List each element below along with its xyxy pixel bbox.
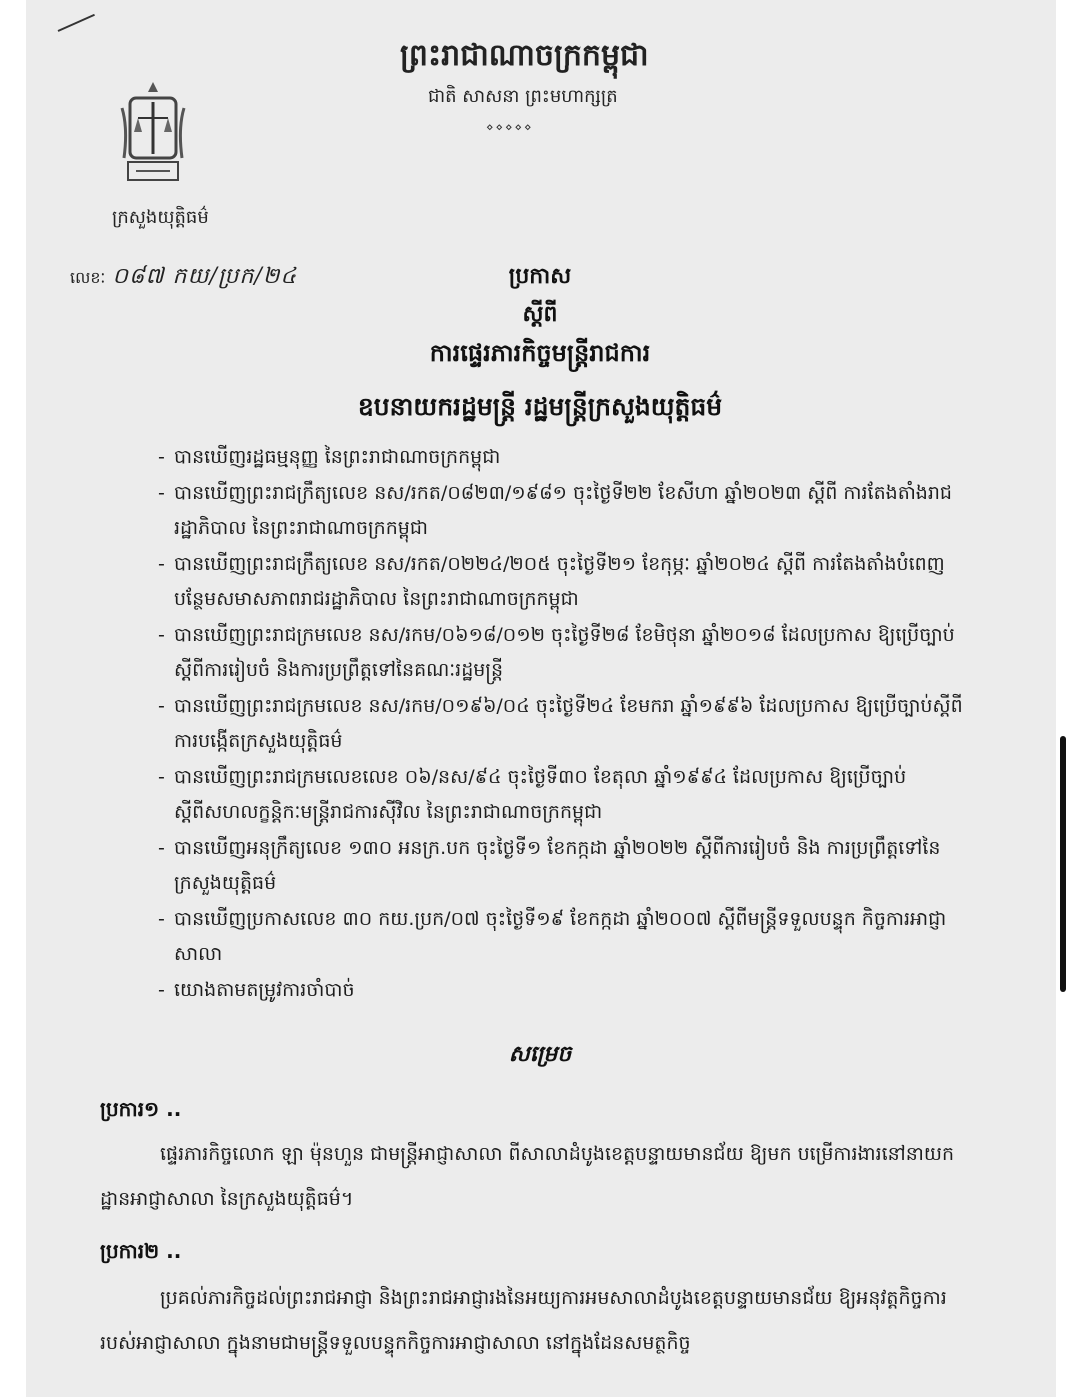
- clause-item: - បានឃើញព្រះរាជក្រមលេខលេខ ០៦/នស/៩៤ ចុះថ្ងៃទី៣០ ខែតុលា ឆ្នាំ១៩៩៤ ដែលប្រកាស ឱ្យប្រើច្បាប់ស្តីពីសហលក្ខន្តិកៈមន្ត្រីរាជការស៊ីវិល នៃព្រះរាជាណាចក្រកម្ពុជា: [158, 765, 907, 823]
- document-issuer: ឧបនាយករដ្ឋមន្ត្រី រដ្ឋមន្ត្រីក្រសួងយុត្តិធម៌: [357, 392, 723, 421]
- decision-heading: សម្រេច: [508, 1042, 572, 1067]
- clause-item: - បានឃើញព្រះរាជក្រមលេខ នស/រកម/០៦១៨/០១២ ចុះថ្ងៃទី២៨ ខែមិថុនា ឆ្នាំ២០១៨ ដែលប្រកាស ឱ្យប្រើច្បាប់ស្តីពីការរៀបចំ និងការប្រព្រឹត្តទៅនៃគណៈរដ្ឋមន្ត្រី: [158, 623, 955, 681]
- reference-label: លេខៈ: [70, 268, 106, 287]
- header-ornament: ⋄⋄⋄⋄⋄: [486, 120, 534, 134]
- document-type: ប្រកាស: [508, 264, 572, 289]
- article-1-label: ប្រការ១ ..: [100, 1097, 182, 1121]
- clause-item: - យោងតាមតម្រូវការចាំបាច់: [158, 978, 355, 1001]
- clause-item: - បានឃើញព្រះរាជក្រមលេខ នស/រកម/០១៩៦/០៤ ចុះថ្ងៃទី២៤ ខែមករា ឆ្នាំ១៩៩៦ ដែលប្រកាស ឱ្យប្រើច្បាប់ស្តីពីការបង្កើតក្រសួងយុត្តិធម៌: [158, 694, 963, 752]
- clause-item: - បានឃើញអនុក្រឹត្យលេខ ១៣០ អនក្រ.បក ចុះថ្ងៃទី១ ខែកក្កដា ឆ្នាំ២០២២ ស្តីពីការរៀបចំ និង ការប្រព្រឹត្តទៅនៃក្រសួងយុត្តិធម៌: [158, 836, 941, 894]
- ministry-emblem-icon: [118, 78, 188, 188]
- scrollbar-thumb[interactable]: [1060, 736, 1066, 992]
- article-1-text: ផ្ទេរភារកិច្ចលោក ឡា ម៉ុនហួន ជាមន្ត្រីអាជ្ញាសាលា ពីសាលាដំបូងខេត្តបន្ទាយមានជ័យ ឱ្យមក បម្រើការងារនៅនាយកដ្ឋានអាជ្ញាសាលា នៃក្រសួងយុត្តិធម៌។: [100, 1143, 955, 1210]
- national-motto: ជាតិ សាសនា ព្រះមហាក្សត្រ: [428, 86, 618, 107]
- clause-item: - បានឃើញព្រះរាជក្រឹត្យលេខ នស/រកត/០៨២៣/១៩៨១ ចុះថ្ងៃទី២២ ខែសីហា ឆ្នាំ២០២៣ ស្តីពី ការតែងតាំងរាជរដ្ឋាភិបាល នៃព្រះរាជាណាចក្រកម្ពុជា: [158, 481, 952, 539]
- clause-item: - បានឃើញរដ្ឋធម្មនុញ្ញ នៃព្រះរាជាណាចក្រកម្ពុជា: [158, 446, 501, 468]
- ministry-name: ក្រសួងយុត្តិធម៌: [112, 207, 209, 228]
- clause-item: - បានឃើញព្រះរាជក្រឹត្យលេខ នស/រកត/០២២៤/២០៥ ចុះថ្ងៃទី២១ ខែកុម្ភៈ ឆ្នាំ២០២៤ ស្តីពី ការតែងតាំងបំពេញបន្ថែមសមាសភាពរាជរដ្ឋាភិបាល នៃព្រះរាជាណាចក្រកម្ពុជា: [158, 552, 945, 610]
- document-subject: ការផ្ទេរភារកិច្ចមន្ត្រីរាជការ: [429, 339, 651, 367]
- reference-value: ០៨៧ កយ/ប្រក/២៤: [112, 264, 297, 289]
- clause-item: - បានឃើញប្រកាសលេខ ៣០ កយ.ប្រក/០៧ ចុះថ្ងៃទី១៩ ខែកក្កដា ឆ្នាំ២០០៧ ស្តីពីមន្ត្រីទទួលបន្ទុក កិច្ចការអាជ្ញាសាលា: [158, 907, 947, 965]
- preamble-clauses: [158, 440, 968, 1008]
- article-2-label: ប្រការ២ ..: [100, 1239, 182, 1263]
- document-about: ស្តីពី: [522, 302, 558, 327]
- kingdom-title: ព្រះរាជាណាចក្រកម្ពុជា: [400, 38, 649, 73]
- article-2-text: ប្រគល់ភារកិច្ចដល់ព្រះរាជអាជ្ញា និងព្រះរាជអាជ្ញារងនៃអយ្យការអមសាលាដំបូងខេត្តបន្ទាយមានជ័យ ឱ្យអនុវត្តកិច្ចការរបស់អាជ្ញាសាលា ក្នុងនាមជាមន្ត្រីទទួលបន្ទុកកិច្ចការអាជ្ញាសាលា នៅក្នុងដែនសមត្ថកិច្ច: [100, 1287, 947, 1354]
